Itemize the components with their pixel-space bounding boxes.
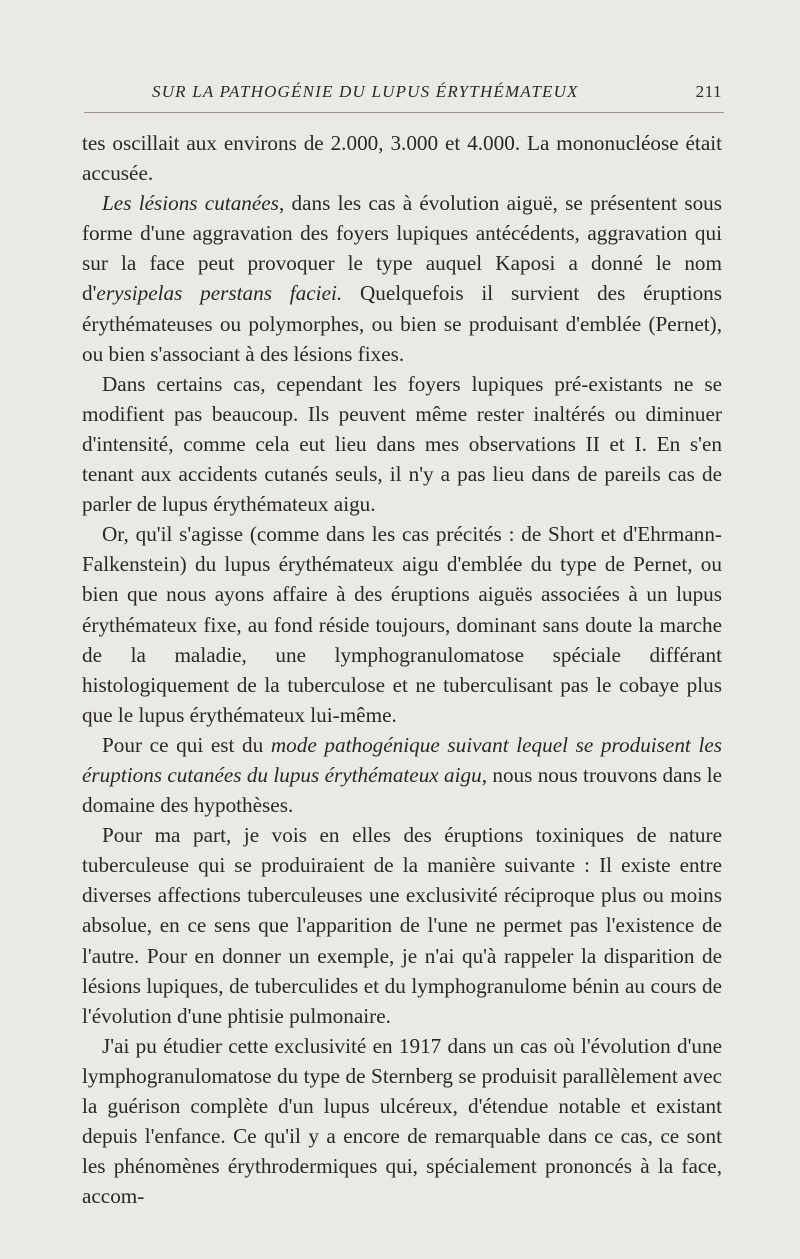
paragraph (82, 1031, 722, 1212)
paragraph (82, 519, 722, 730)
italic-text: Les lésions cutanées (102, 191, 279, 216)
italic-text: mode pathogénique suivant lequel se produisent les éruptions cutanées du lupus érythémateux aigu (82, 732, 722, 787)
running-head (82, 82, 722, 102)
page-number: 211 (695, 82, 722, 101)
text-run: , dans les cas à évolution aiguë, se présentent sous forme d'une aggravation des foyers lupiques antécédents, aggravation qui sur la face peut provoquer le type auquel Kaposi a donné le nom d' (82, 191, 722, 306)
text-run: Pour ma part, je vois en elles des éruptions toxiniques de nature tuberculeuse qui se produiraient de la manière suivante : Il existe entre diverses affections tuberculeuses une exclusivité réciproque plus ou moins absolue, en ce sens que l'apparition de l'une ne permet pas l'existence de l'autre. Pour en donner un exemple, je n'ai qu'à rappeler la disparition de lésions lupiques, de tuberculides et du lymphogranulome bénin au cours de l'évolution d'une phtisie pulmonaire. (82, 823, 722, 1028)
running-title: SUR LA PATHOGÉNIE DU LUPUS ÉRYTHÉMATEUX (152, 82, 579, 101)
text-run: J'ai pu étudier cette exclusivité en 1917 dans un cas où l'évolution d'une lymphogranulomatose du type de Sternberg se produisit parallèlement avec la guérison complète d'un lupus ulcéreux, d'étendue notable et existant depuis l'enfance. Ce qu'il y a encore de remarquable dans ce cas, ce sont les phénomènes érythrodermiques qui, spécialement prononcés à la face, accom- (82, 1033, 722, 1209)
italic-text: erysipelas perstans faciei. (96, 281, 343, 306)
header-rule (84, 112, 724, 113)
paragraph (82, 188, 722, 369)
text-run: Quelquefois il survient des éruptions érythémateuses ou polymorphes, ou bien se produisant d'emblée (Pernet), ou bien s'associant à des lésions fixes. (82, 281, 723, 366)
text-run: Pour ce qui est du (102, 732, 271, 757)
paragraph (82, 820, 722, 1031)
body-text (82, 128, 722, 1211)
paragraph (82, 369, 722, 519)
paragraph (82, 730, 722, 820)
paragraph (82, 128, 722, 188)
text-run: tes oscillait aux environs de 2.000, 3.000 et 4.000. La mononucléose était accusée. (82, 131, 722, 186)
text-run: Dans certains cas, cependant les foyers lupiques pré-existants ne se modifient pas beaucoup. Ils peuvent même rester inaltérés ou diminuer d'intensité, comme cela eut lieu dans mes observations II et I. En s'en tenant aux accidents cutanés seuls, il n'y a pas lieu dans de pareils cas de parler de lupus érythémateux aigu. (82, 371, 722, 517)
text-run: Or, qu'il s'agisse (comme dans les cas précités : de Short et d'Ehrmann-Falkenstein) du lupus érythémateux aigu d'emblée du type de Pernet, ou bien que nous ayons affaire à des éruptions aiguës associées à un lupus érythémateux fixe, au fond réside toujours, dominant sans doute la marche de la maladie, une lymphogranulomatose spéciale différant histologiquement de la tuberculose et ne tuberculisant pas le cobaye plus que le lupus érythémateux lui-même. (82, 522, 722, 727)
text-run: , nous nous trouvons dans le domaine des hypothèses. (82, 762, 723, 818)
